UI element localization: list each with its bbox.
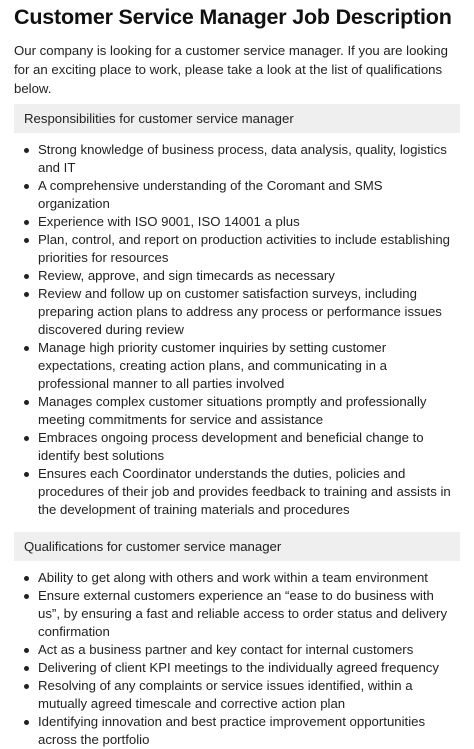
list-item: A comprehensive understanding of the Coromant and SMS organization <box>38 177 460 213</box>
page-title: Customer Service Manager Job Description <box>14 5 452 29</box>
responsibilities-list <box>14 141 460 519</box>
list-item: Manages complex customer situations promptly and professionally meeting commitments for service and assistance <box>38 393 460 429</box>
list-item: Manage high priority customer inquiries by setting customer expectations, creating action plans, and communicating in a professional manner to all parties involved <box>38 339 460 393</box>
list-item: Review and follow up on customer satisfaction surveys, including preparing action plans to address any process or performance issues discovered during review <box>38 285 460 339</box>
list-item: Act as a business partner and key contact for internal customers <box>38 641 460 659</box>
list-item: Ensures each Coordinator understands the duties, policies and procedures of their job and provides feedback to training and assists in the development of training materials and procedures <box>38 465 460 519</box>
list-item: Ensure external customers experience an “ease to do business with us”, by ensuring a fast and reliable access to order status and delivery confirmation <box>38 587 460 641</box>
intro-paragraph: Our company is looking for a customer service manager. If you are looking for an exciting place to work, please take a look at the list of qualifications below. <box>14 43 448 96</box>
list-item: Resolving of any complaints or service issues identified, within a mutually agreed timescale and corrective action plan <box>38 677 460 713</box>
list-item: Ability to get along with others and work within a team environment <box>38 569 460 587</box>
list-item: Embraces ongoing process development and beneficial change to identify best solutions <box>38 429 460 465</box>
list-item: Experience with ISO 9001, ISO 14001 a plus <box>38 213 460 231</box>
qualifications-heading: Qualifications for customer service manager <box>14 532 460 561</box>
list-item: Identifying innovation and best practice improvement opportunities across the portfolio <box>38 713 460 749</box>
responsibilities-heading: Responsibilities for customer service manager <box>14 104 460 133</box>
qualifications-list <box>14 569 460 749</box>
list-item: Strong knowledge of business process, data analysis, quality, logistics and IT <box>38 141 460 177</box>
list-item: Delivering of client KPI meetings to the individually agreed frequency <box>38 659 460 677</box>
list-item: Plan, control, and report on production activities to include establishing priorities for resources <box>38 231 460 267</box>
list-item: Review, approve, and sign timecards as necessary <box>38 267 460 285</box>
